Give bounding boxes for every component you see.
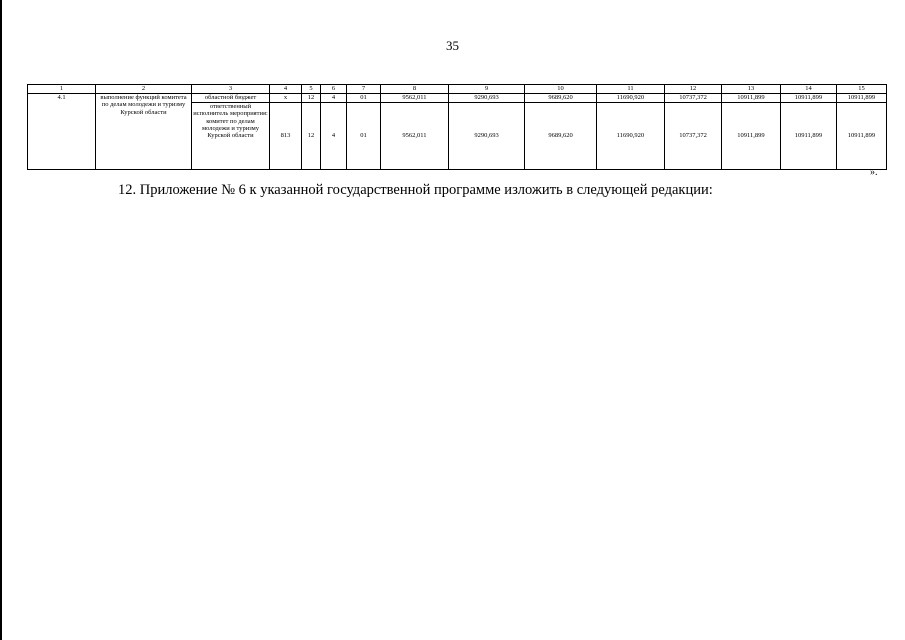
column-header: 14	[781, 85, 837, 94]
table-cell: 11690,920	[597, 103, 665, 170]
page-number: 35	[446, 38, 459, 53]
column-header: 15	[837, 85, 887, 94]
column-header: 13	[722, 85, 781, 94]
table-cell: 10911,899	[722, 103, 781, 170]
table-cell: ответственный исполнитель мероприятия: комитет по делам молодежи и туризму Курской области	[192, 103, 270, 170]
table-cell: 9562,011	[381, 94, 449, 103]
table-cell: х	[270, 94, 302, 103]
table-cell: 10911,899	[781, 103, 837, 170]
table-cell: 4	[321, 103, 347, 170]
table-cell: 10911,899	[781, 94, 837, 103]
column-header: 3	[192, 85, 270, 94]
table-header-row	[28, 85, 887, 94]
table-row-budget	[28, 94, 887, 103]
column-header: 8	[381, 85, 449, 94]
column-header: 6	[321, 85, 347, 94]
row-number-cell: 4.1	[28, 94, 96, 170]
column-header: 10	[525, 85, 597, 94]
table-cell: 813	[270, 103, 302, 170]
table-cell: 12	[302, 94, 321, 103]
table-cell: 10737,372	[665, 94, 722, 103]
column-header: 4	[270, 85, 302, 94]
instruction-paragraph: 12. Приложение № 6 к указанной государственной программе изложить в следующей редакции:	[118, 182, 713, 198]
table-cell: 10911,899	[837, 103, 887, 170]
budget-table	[27, 84, 887, 170]
table-cell: 9689,620	[525, 94, 597, 103]
table-cell: 4	[321, 94, 347, 103]
row-description-cell: выполнение функций комитета по делам молодежи и туризму Курской области	[96, 94, 192, 170]
table-cell: 9562,011	[381, 103, 449, 170]
page-left-edge	[0, 0, 2, 640]
table-cell: 01	[347, 94, 381, 103]
table-cell: областной бюджет	[192, 94, 270, 103]
table-cell: 12	[302, 103, 321, 170]
column-header: 11	[597, 85, 665, 94]
table-cell: 9689,620	[525, 103, 597, 170]
closing-quote: ».	[870, 167, 878, 178]
column-header: 1	[28, 85, 96, 94]
table-cell: 10911,899	[722, 94, 781, 103]
table-cell: 10737,372	[665, 103, 722, 170]
column-header: 7	[347, 85, 381, 94]
table-cell: 01	[347, 103, 381, 170]
table-cell: 9290,693	[449, 94, 525, 103]
column-header: 2	[96, 85, 192, 94]
column-header: 12	[665, 85, 722, 94]
table-cell: 9290,693	[449, 103, 525, 170]
table-cell: 11690,920	[597, 94, 665, 103]
column-header: 5	[302, 85, 321, 94]
column-header: 9	[449, 85, 525, 94]
table-cell: 10911,899	[837, 94, 887, 103]
